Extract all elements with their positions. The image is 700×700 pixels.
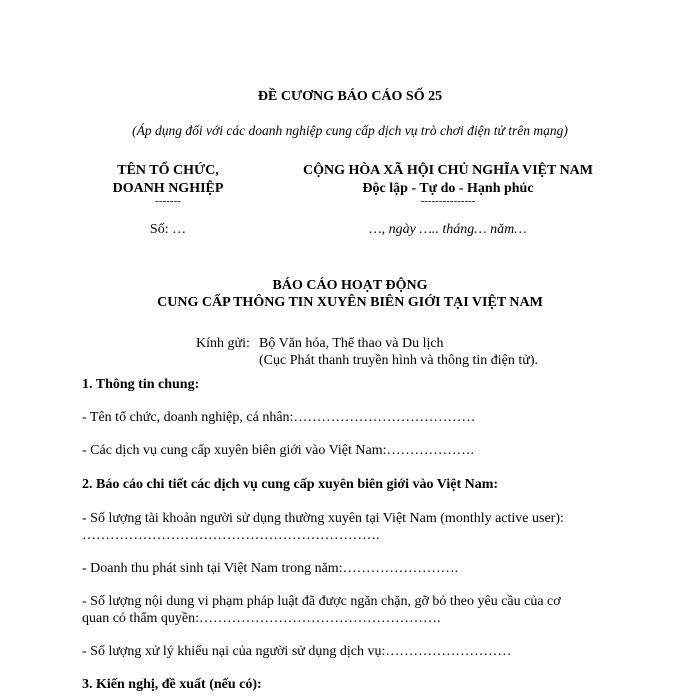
section-2-mau-line2: ………………………………………………………. [82,528,380,543]
nation-rule: --------------- [420,195,476,207]
document-number: Số: … [149,222,187,237]
recipient-ministry: Bộ Văn hóa, Thể thao và Du lịch [259,336,444,351]
org-name-line1: TÊN TỔ CHỨC, [117,163,219,178]
org-rule: ------- [155,195,181,207]
document-date: …, ngày ….. tháng… năm… [369,222,527,237]
section-1-heading: 1. Thông tin chung: [82,377,200,392]
report-title-line1: BÁO CÁO HOẠT ĐỘNG [272,278,428,293]
section-3-heading: 3. Kiến nghị, đề xuất (nếu có): [82,677,262,692]
recipient-label: Kính gửi: [196,336,250,351]
section-2-complaints: - Số lượng xử lý khiếu nại của người sử dụng dịch vụ:……………………… [82,644,512,659]
org-name-line2: DOANH NGHIỆP [112,181,224,196]
section-1-org-name: - Tên tổ chức, doanh nghiệp, cá nhân:………………………………… [82,410,476,425]
section-2-mau-line1: - Số lượng tài khoản người sử dụng thường xuyên tại Việt Nam (monthly active user): [82,511,564,526]
report-title-line2: CUNG CẤP THÔNG TIN XUYÊN BIÊN GIỚI TẠI VIỆT NAM [157,295,543,310]
document-subtitle: (Áp dụng đối với các doanh nghiệp cung cấp dịch vụ trò chơi điện tử trên mạng) [132,123,568,138]
section-2-heading: 2. Báo cáo chi tiết các dịch vụ cung cấp xuyên biên giới vào Việt Nam: [82,477,499,492]
nation-motto: Độc lập - Tự do - Hạnh phúc [362,181,534,196]
section-1-services: - Các dịch vụ cung cấp xuyên biên giới vào Việt Nam:………………. [82,443,474,458]
section-2-removed-content-line2: quan có thẩm quyền:……………………………………………. [82,611,441,626]
section-2-removed-content-line1: - Số lượng nội dung vi phạm pháp luật đã được ngăn chặn, gỡ bỏ theo yêu cầu của cơ [82,594,561,609]
document-title: ĐỀ CƯƠNG BÁO CÁO SỐ 25 [257,89,443,104]
recipient-department: (Cục Phát thanh truyền hình và thông tin điện tử). [259,353,538,368]
nation-title: CỘNG HÒA XÃ HỘI CHỦ NGHĨA VIỆT NAM [302,163,593,178]
section-2-revenue: - Doanh thu phát sinh tại Việt Nam trong năm:……………………. [82,561,459,576]
